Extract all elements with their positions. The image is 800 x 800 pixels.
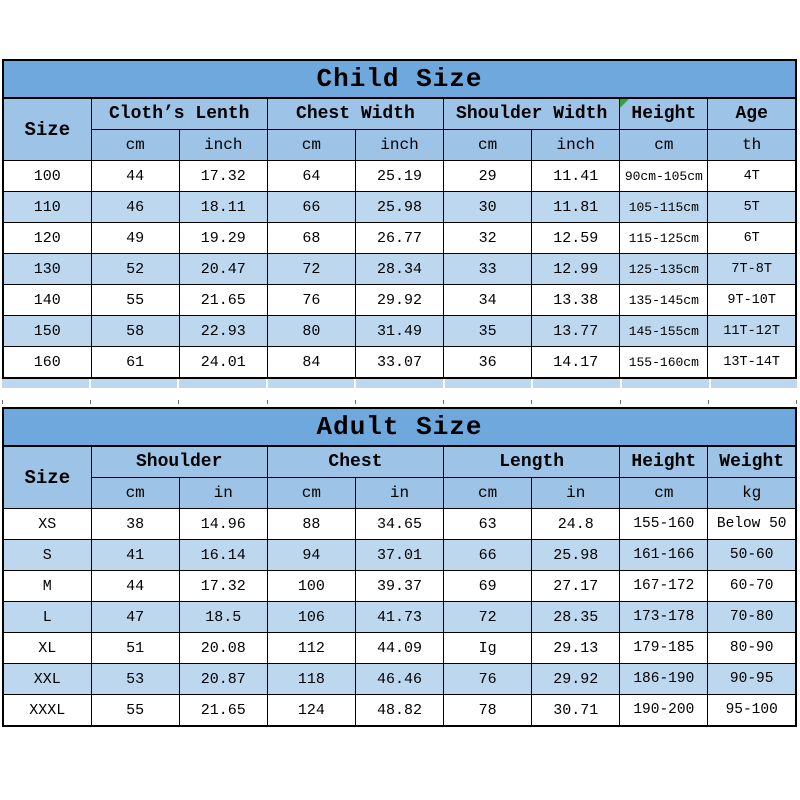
value-cell: 38 — [91, 509, 179, 540]
value-cell: 112 — [267, 633, 355, 664]
value-cell: 28.35 — [532, 602, 620, 633]
size-cell: 120 — [3, 223, 91, 254]
table-row — [3, 347, 796, 379]
value-cell: 39.37 — [355, 571, 443, 602]
value-cell: 72 — [444, 602, 532, 633]
value-cell: 25.19 — [355, 161, 443, 192]
size-cell: XS — [3, 509, 91, 540]
value-cell: 76 — [267, 285, 355, 316]
value-cell: 145-155cm — [620, 316, 708, 347]
value-cell: 90cm-105cm — [620, 161, 708, 192]
child-col-cloths-length: Cloth’s Lenth — [91, 98, 267, 130]
value-cell: 66 — [267, 192, 355, 223]
adult-col-chest: Chest — [267, 446, 443, 478]
gap-cell — [91, 400, 179, 404]
child-col-size: Size — [3, 98, 91, 161]
value-cell: 44 — [91, 161, 179, 192]
adult-unit-row — [3, 478, 796, 509]
size-cell: 110 — [3, 192, 91, 223]
value-cell: 31.49 — [355, 316, 443, 347]
gap-cell — [2, 400, 91, 404]
value-cell: 61 — [91, 347, 179, 379]
unit-header: cm — [620, 130, 708, 161]
child-unit-row — [3, 130, 796, 161]
value-cell: 14.96 — [179, 509, 267, 540]
value-cell: 90-95 — [708, 664, 796, 695]
value-cell: 78 — [444, 695, 532, 727]
gap-cell — [356, 400, 444, 404]
gap-cell — [356, 379, 443, 388]
gap-cell — [622, 379, 709, 388]
value-cell: 7T-8T — [708, 254, 796, 285]
value-cell: 155-160 — [620, 509, 708, 540]
value-cell: 20.87 — [179, 664, 267, 695]
unit-header: inch — [355, 130, 443, 161]
value-cell: 69 — [444, 571, 532, 602]
value-cell: 80 — [267, 316, 355, 347]
size-cell: XXXL — [3, 695, 91, 727]
size-cell: XXL — [3, 664, 91, 695]
value-cell: 34 — [444, 285, 532, 316]
size-cell: 140 — [3, 285, 91, 316]
table-row — [3, 192, 796, 223]
value-cell: 18.11 — [179, 192, 267, 223]
value-cell: 26.77 — [355, 223, 443, 254]
size-cell: 130 — [3, 254, 91, 285]
adult-col-shoulder: Shoulder — [91, 446, 267, 478]
value-cell: Below 50 — [708, 509, 796, 540]
adult-col-weight: Weight — [708, 446, 796, 478]
value-cell: 12.59 — [532, 223, 620, 254]
table-row — [3, 316, 796, 347]
value-cell: 100 — [267, 571, 355, 602]
value-cell: 29.92 — [532, 664, 620, 695]
table-gap-gridline-stub — [2, 400, 797, 404]
unit-header: cm — [267, 478, 355, 509]
value-cell: 94 — [267, 540, 355, 571]
value-cell: 68 — [267, 223, 355, 254]
value-cell: 5T — [708, 192, 796, 223]
value-cell: 46.46 — [355, 664, 443, 695]
value-cell: 55 — [91, 285, 179, 316]
value-cell: 21.65 — [179, 285, 267, 316]
value-cell: 66 — [444, 540, 532, 571]
value-cell: 106 — [267, 602, 355, 633]
value-cell: 115-125cm — [620, 223, 708, 254]
value-cell: 155-160cm — [620, 347, 708, 379]
value-cell: 46 — [91, 192, 179, 223]
value-cell: 84 — [267, 347, 355, 379]
value-cell: 21.65 — [179, 695, 267, 727]
value-cell: 24.01 — [179, 347, 267, 379]
value-cell: 22.93 — [179, 316, 267, 347]
gap-cell — [2, 379, 89, 388]
value-cell: 41.73 — [355, 602, 443, 633]
value-cell: 44 — [91, 571, 179, 602]
gap-cell — [268, 400, 356, 404]
value-cell: 27.17 — [532, 571, 620, 602]
value-cell: 13.77 — [532, 316, 620, 347]
unit-header: cm — [267, 130, 355, 161]
value-cell: 44.09 — [355, 633, 443, 664]
value-cell: 19.29 — [179, 223, 267, 254]
unit-header: inch — [179, 130, 267, 161]
table-row — [3, 223, 796, 254]
child-col-height-label: Height — [631, 104, 697, 124]
gap-cell — [444, 400, 532, 404]
gap-cell — [268, 379, 355, 388]
adult-col-height: Height — [620, 446, 708, 478]
child-table-title: Child Size — [3, 60, 796, 98]
value-cell: 16.14 — [179, 540, 267, 571]
value-cell: 11T-12T — [708, 316, 796, 347]
adult-col-length: Length — [444, 446, 620, 478]
size-cell: M — [3, 571, 91, 602]
value-cell: 29 — [444, 161, 532, 192]
value-cell: 12.99 — [532, 254, 620, 285]
value-cell: 47 — [91, 602, 179, 633]
value-cell: 49 — [91, 223, 179, 254]
value-cell: 53 — [91, 664, 179, 695]
value-cell: 125-135cm — [620, 254, 708, 285]
value-cell: 48.82 — [355, 695, 443, 727]
table-row — [3, 285, 796, 316]
unit-header: cm — [620, 478, 708, 509]
size-cell: 150 — [3, 316, 91, 347]
size-cell: S — [3, 540, 91, 571]
table-row — [3, 664, 796, 695]
value-cell: 64 — [267, 161, 355, 192]
unit-header: cm — [91, 478, 179, 509]
unit-header: inch — [532, 130, 620, 161]
gap-cell — [445, 379, 532, 388]
size-cell: XL — [3, 633, 91, 664]
value-cell: 190-200 — [620, 695, 708, 727]
value-cell: 28.34 — [355, 254, 443, 285]
gap-cell — [91, 379, 178, 388]
value-cell: 32 — [444, 223, 532, 254]
value-cell: 13T-14T — [708, 347, 796, 379]
value-cell: 161-166 — [620, 540, 708, 571]
value-cell: 25.98 — [355, 192, 443, 223]
unit-header: in — [179, 478, 267, 509]
value-cell: 24.8 — [532, 509, 620, 540]
size-cell: 160 — [3, 347, 91, 379]
adult-title-row — [3, 408, 796, 446]
value-cell: 173-178 — [620, 602, 708, 633]
child-title-row — [3, 60, 796, 98]
table-gap — [2, 379, 797, 407]
value-cell: 33.07 — [355, 347, 443, 379]
value-cell: 105-115cm — [620, 192, 708, 223]
cell-corner-marker-icon — [620, 99, 629, 108]
adult-group-header-row — [3, 446, 796, 478]
value-cell: 135-145cm — [620, 285, 708, 316]
value-cell: 88 — [267, 509, 355, 540]
value-cell: 17.32 — [179, 571, 267, 602]
table-row — [3, 695, 796, 727]
child-col-chest-width: Chest Width — [267, 98, 443, 130]
value-cell: 30 — [444, 192, 532, 223]
child-table-body — [3, 161, 796, 379]
value-cell: 52 — [91, 254, 179, 285]
value-cell: 186-190 — [620, 664, 708, 695]
value-cell: 63 — [444, 509, 532, 540]
value-cell: 60-70 — [708, 571, 796, 602]
value-cell: 35 — [444, 316, 532, 347]
adult-col-size: Size — [3, 446, 91, 509]
unit-header: cm — [444, 478, 532, 509]
table-row — [3, 254, 796, 285]
value-cell: 34.65 — [355, 509, 443, 540]
child-col-height — [620, 98, 708, 130]
table-row — [3, 571, 796, 602]
adult-size-table — [2, 407, 797, 727]
unit-header: in — [532, 478, 620, 509]
adult-table-title: Adult Size — [3, 408, 796, 446]
value-cell: 4T — [708, 161, 796, 192]
value-cell: 50-60 — [708, 540, 796, 571]
value-cell: 20.47 — [179, 254, 267, 285]
value-cell: 29.13 — [532, 633, 620, 664]
value-cell: 55 — [91, 695, 179, 727]
unit-header: in — [355, 478, 443, 509]
child-col-age: Age — [708, 98, 796, 130]
value-cell: 95-100 — [708, 695, 796, 727]
value-cell: 11.81 — [532, 192, 620, 223]
unit-header: kg — [708, 478, 796, 509]
table-row — [3, 161, 796, 192]
value-cell: 33 — [444, 254, 532, 285]
value-cell: 80-90 — [708, 633, 796, 664]
value-cell: 37.01 — [355, 540, 443, 571]
value-cell: 6T — [708, 223, 796, 254]
value-cell: 29.92 — [355, 285, 443, 316]
table-row — [3, 602, 796, 633]
gap-cell — [711, 379, 798, 388]
gap-cell — [709, 400, 797, 404]
value-cell: 25.98 — [532, 540, 620, 571]
value-cell: 9T-10T — [708, 285, 796, 316]
size-cell: 100 — [3, 161, 91, 192]
value-cell: 11.41 — [532, 161, 620, 192]
unit-header: cm — [91, 130, 179, 161]
value-cell: 72 — [267, 254, 355, 285]
value-cell: 70-80 — [708, 602, 796, 633]
adult-table-body — [3, 509, 796, 727]
value-cell: 13.38 — [532, 285, 620, 316]
value-cell: 58 — [91, 316, 179, 347]
value-cell: 36 — [444, 347, 532, 379]
value-cell: 179-185 — [620, 633, 708, 664]
table-row — [3, 540, 796, 571]
unit-header: cm — [444, 130, 532, 161]
gap-cell — [533, 379, 620, 388]
value-cell: 124 — [267, 695, 355, 727]
value-cell: 17.32 — [179, 161, 267, 192]
value-cell: 14.17 — [532, 347, 620, 379]
value-cell: 41 — [91, 540, 179, 571]
value-cell: 76 — [444, 664, 532, 695]
value-cell: 118 — [267, 664, 355, 695]
unit-header: th — [708, 130, 796, 161]
child-col-shoulder-width: Shoulder Width — [444, 98, 620, 130]
gap-cell — [621, 400, 709, 404]
table-row — [3, 633, 796, 664]
table-row — [3, 509, 796, 540]
child-size-table — [2, 59, 797, 379]
value-cell: 30.71 — [532, 695, 620, 727]
child-group-header-row — [3, 98, 796, 130]
value-cell: 18.5 — [179, 602, 267, 633]
table-gap-stripe — [2, 379, 797, 388]
value-cell: 167-172 — [620, 571, 708, 602]
value-cell: 51 — [91, 633, 179, 664]
gap-cell — [532, 400, 620, 404]
size-cell: L — [3, 602, 91, 633]
gap-cell — [179, 400, 267, 404]
value-cell: Ig — [444, 633, 532, 664]
value-cell: 20.08 — [179, 633, 267, 664]
gap-cell — [179, 379, 266, 388]
